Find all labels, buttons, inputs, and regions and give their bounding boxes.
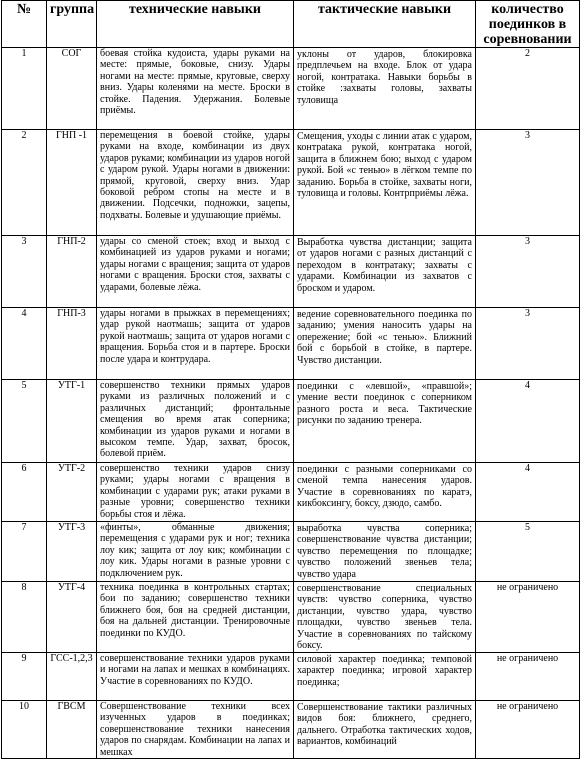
row-tactical-skills: Смещения, уходы с линии атак с ударом, контрatака рукой, контратака ногой, защита в ближнем бою; выход с ударом рукой. Бой «с тенью» в лёгком темпе по заданию. Борьба в стойке, захваты ноги, туловища и головы. Контрприёмы лёжа. (294, 130, 476, 236)
header-fight-count: количество поединков в соревновании (476, 1, 580, 48)
row-fight-count: 4 (476, 380, 580, 463)
row-fight-count: 2 (476, 48, 580, 130)
row-fight-count: 4 (476, 463, 580, 522)
table-row (2, 308, 580, 380)
table-row (2, 701, 580, 759)
row-group: УТГ-2 (47, 463, 97, 522)
header-group: группа (47, 1, 97, 48)
header-technical: технические навыки (97, 1, 294, 48)
row-tactical-skills: силовой характер поединка; темповой характер поединка; игровой характер поединка; (294, 653, 476, 701)
row-group: ГНП -1 (47, 130, 97, 236)
table-row (2, 48, 580, 130)
row-technical-skills: удары ногами в прыжках в перемещениях; удар рукой наотмашь; защита от ударов рукой наотмашь; защита от ударов ногами с вращения. Борьба стоя и в партере. Броски после удара и контрудара. (97, 308, 294, 380)
row-technical-skills: боевая стойка кудоиста, удары руками на месте: прямые, боковые, снизу. Удары ногами на месте: прямые, круговые, сверху вниз. Удары коленями на месте. Броски в стойке. Падения. Удержания. Болевые приёмы. (97, 48, 294, 130)
header-tactical: тактические навыки (294, 1, 476, 48)
row-number: 5 (2, 380, 47, 463)
row-tactical-skills: выработка чувства соперника; совершенствование чувства дистанции; чувство перемещения по площадке; чувство положений звеньев тела; чувство удара (294, 522, 476, 582)
row-group: УТГ-3 (47, 522, 97, 582)
row-fight-count: не ограничено (476, 653, 580, 701)
row-technical-skills: «финты», обманные движения; перемещения с ударами рук и ног; техника лоу кик; защита от лоу кик; комбинации с лоу кик. Удары ногами в разные уровни с подключением рук. (97, 522, 294, 582)
row-tactical-skills: поединки с разными соперниками со сменой темпа нанесения ударов. Участие в соревнованиях по каратэ, кикбоксингу, боксу, дзюдо, самбо. (294, 463, 476, 522)
row-fight-count: 3 (476, 236, 580, 308)
table-row (2, 380, 580, 463)
row-group: ГНП-2 (47, 236, 97, 308)
row-number: 4 (2, 308, 47, 380)
row-tactical-skills: совершенствование специальных чувств: чувство соперника, чувство дистанции, чувство удара, чувство площадки, чувство звеньев тела. Участие в соревнованиях по тайскому боксу. (294, 582, 476, 653)
row-technical-skills: Совершенствование техники всех изученных ударов в поединках; совершенствование техники нанесения ударов по снарядам. Комбинации на лапах и мешках (97, 701, 294, 759)
table-row (2, 582, 580, 653)
row-technical-skills: техника поединка в контрольных стартах; бои по заданию; совершенство техники ближнего боя, боя на средней дистанции, боя на дальней дистанции. Тренировочные поединки по КУДО. (97, 582, 294, 653)
row-tactical-skills: уклоны от ударов, блокировка предплечьем на входе. Блок от удара ногой, контратака. Навыки борьбы в стойке :захваты головы, захваты туловища (294, 48, 476, 130)
row-number: 3 (2, 236, 47, 308)
row-technical-skills: совершенствование техники ударов руками и ногами на лапах и мешках в комбинациях. Участие в соревнованиях по КУДО. (97, 653, 294, 701)
row-fight-count: не ограничено (476, 582, 580, 653)
header-row (2, 1, 580, 48)
row-group: УТГ-1 (47, 380, 97, 463)
row-number: 2 (2, 130, 47, 236)
row-technical-skills: совершенство техники прямых ударов руками из различных положений и с различных дистанций; фронтальные смещения во время атак соперника; комбинации из ударов руками и ногами в высоком темпе. Удар, захват, бросок, болевой приём. (97, 380, 294, 463)
row-technical-skills: удары со сменой стоек; вход и выход с комбинацией из ударов руками и ногами; удары ногами с вращения; защита от ударов ногами с вращения. Броски стоя, захваты с ударами, болевые лёжа. (97, 236, 294, 308)
row-fight-count: 5 (476, 522, 580, 582)
row-fight-count: не ограничено (476, 701, 580, 759)
row-fight-count: 3 (476, 130, 580, 236)
row-tactical-skills: поединки с «левшой», «правшой»; умение вести поединок с соперником разного роста и веса. Тактические рисунки по заданию тренера. (294, 380, 476, 463)
row-tactical-skills: ведение соревновательного поединка по заданию; умения наносить удары на опережение; бой «с тенью». Ближний бой с борьбой в стойке, в партере. Чувство дистанции. (294, 308, 476, 380)
table-row (2, 236, 580, 308)
row-number: 6 (2, 463, 47, 522)
row-number: 1 (2, 48, 47, 130)
row-technical-skills: совершенство техники ударов снизу руками; удары ногами с вращения в комбинации с ударами рук; атаки руками в разные уровни; совершенство техники борьбы стоя и лёжа. (97, 463, 294, 522)
row-number: 8 (2, 582, 47, 653)
row-technical-skills: перемещения в боевой стойке, удары руками на входе, комбинации из двух ударов руками; комбинации из ударов ногой с ударом рукой. Удары ногами в движении: прямой, круговой, сверху вниз. Удар боковой ребром стопы на месте и в движении. Подсечки, подножки, зацепы, подхваты. Болевые и удушающие приёмы. (97, 130, 294, 236)
row-group: ГВСМ (47, 701, 97, 759)
row-tactical-skills: Совершенствование тактики различных видов боя: ближнего, среднего, дальнего. Отработка тактических ходов, вариантов, комбинаций (294, 701, 476, 759)
row-group: УТГ-4 (47, 582, 97, 653)
row-group: ГСС-1,2,3 (47, 653, 97, 701)
training-table (1, 0, 580, 759)
table-row (2, 463, 580, 522)
row-fight-count: 3 (476, 308, 580, 380)
header-num: № (2, 1, 47, 48)
row-group: СОГ (47, 48, 97, 130)
row-number: 10 (2, 701, 47, 759)
table-row (2, 130, 580, 236)
row-number: 7 (2, 522, 47, 582)
table-row (2, 653, 580, 701)
table-row (2, 522, 580, 582)
row-number: 9 (2, 653, 47, 701)
row-tactical-skills: Выработка чувства дистанции; защита от ударов ногами с разных дистанций с переходом в контратаку; захваты с ударами. Комбинации из захватов с броском и ударом. (294, 236, 476, 308)
row-group: ГНП-3 (47, 308, 97, 380)
